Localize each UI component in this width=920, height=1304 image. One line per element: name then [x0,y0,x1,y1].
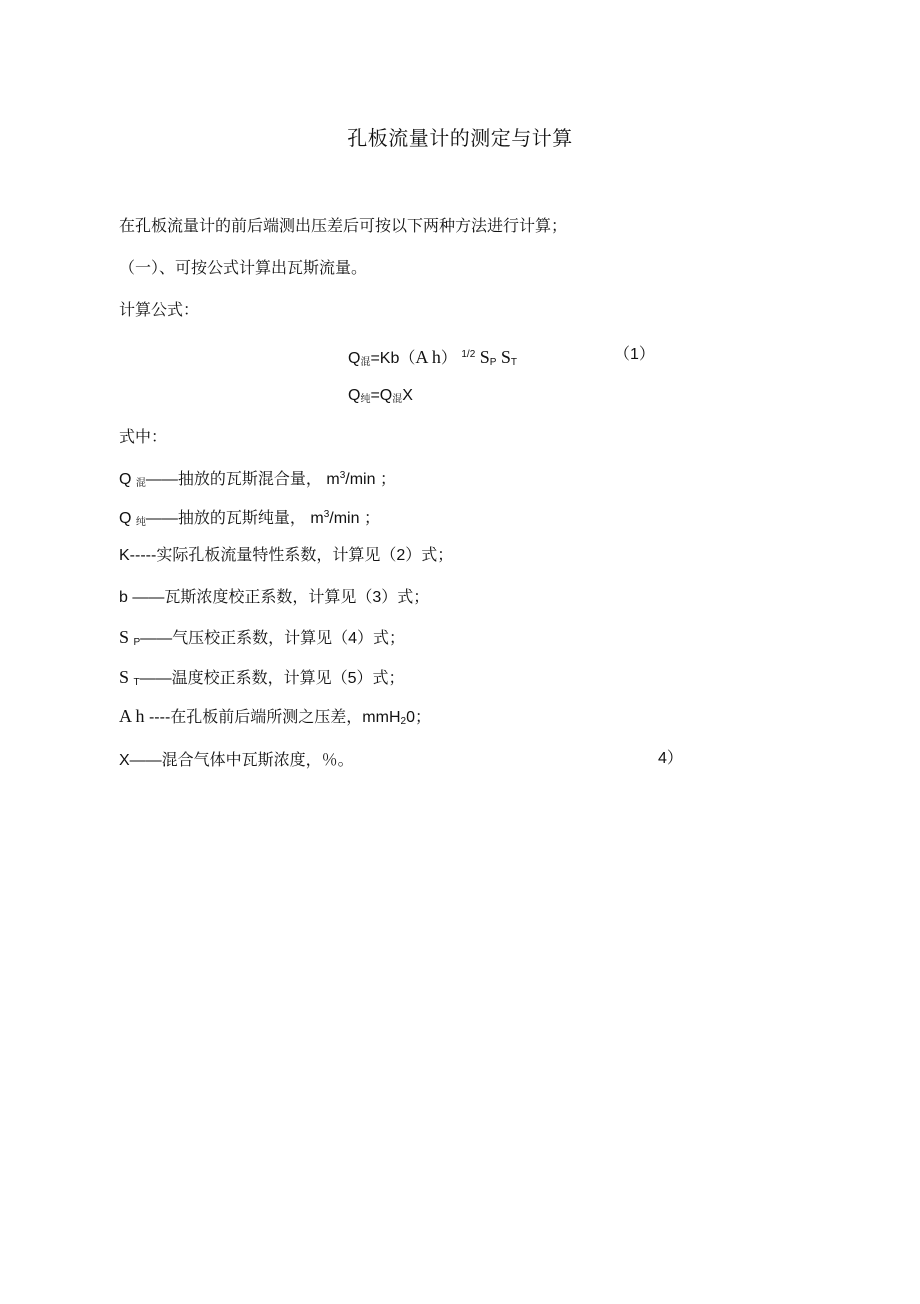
formula-label: 计算公式： [119,302,200,319]
def-st-text: ——温度校正系数，计算见（5）式； [139,670,405,687]
definition-sp [119,626,405,654]
formula-st: S [500,347,511,367]
formula2-q-sub: 纯 [360,394,371,405]
formula-exponent: 1/2 [461,349,476,360]
formula2-eq-sub: 混 [392,394,403,405]
formula2-x: X [402,387,413,404]
definition-ah [119,705,431,733]
formula-pure-flow [348,385,413,411]
def-ah-sub: 2 [400,716,407,727]
def-ah-symbol: A h [119,706,145,726]
page-title: 孔板流量计的测定与计算 [347,128,573,150]
formula-sp-sub: P [489,357,497,368]
def-qpure-text: ——抽放的瓦斯纯量， [145,510,306,527]
definition-k: K-----实际孔板流量特性系数，计算见（2）式； [119,547,454,564]
def-qpure-unit-tail: /min ； [329,510,380,527]
def-qpure-unit-sup: 3 [323,509,330,520]
def-qmix-symbol: Q [119,471,132,488]
def-qmix-unit: m [326,471,340,488]
stray-equation-mark: 4） [658,750,683,767]
def-qpure-sub: 纯 [135,517,146,528]
def-qpure-symbol: Q [119,510,132,527]
definition-x: X——混合气体中瓦斯浓度，％。 [119,752,354,769]
equation-number-1: （1） [614,346,655,363]
formula2-q: Q [348,387,361,404]
formula2-eq: =Q [370,387,393,404]
intro-paragraph: 在孔板流量计的前后端测出压差后可按以下两种方法进行计算； [119,218,568,235]
definition-q-mixed [119,465,396,495]
formula-sp: S [479,347,490,367]
def-ah-text: ----在孔板前后端所测之压差，mmH [148,709,401,726]
def-qmix-unit-tail: /min ； [345,471,396,488]
definition-q-pure [119,504,380,534]
formula-st-sub: T [510,357,517,368]
def-sp-text: ——气压校正系数，计算见（4）式； [140,630,406,647]
definition-st [119,666,404,694]
def-qmix-unit-sup: 3 [339,470,346,481]
formula-mixed-flow [348,344,517,374]
formula-ah: A h [415,347,441,367]
def-sp-symbol: S [119,627,130,647]
def-st-sub: T [133,677,140,688]
def-qmix-text: ——抽放的瓦斯混合量， [145,471,322,488]
formula-close: ） [440,350,457,367]
def-st-symbol: S [119,667,130,687]
def-ah-tail: 0； [406,709,431,726]
formula-q-sub: 混 [360,357,371,368]
def-qpure-unit: m [310,510,324,527]
where-label: 式中： [119,429,168,446]
method-one-heading: （一）、可按公式计算出瓦斯流量。 [119,260,368,277]
formula-q: Q [348,350,361,367]
definition-b: b ——瓦斯浓度校正系数，计算见（3）式； [119,589,430,606]
def-qmix-sub: 混 [135,478,146,489]
formula-eq: =Kb（ [370,350,416,367]
def-sp-sub: P [133,637,141,648]
